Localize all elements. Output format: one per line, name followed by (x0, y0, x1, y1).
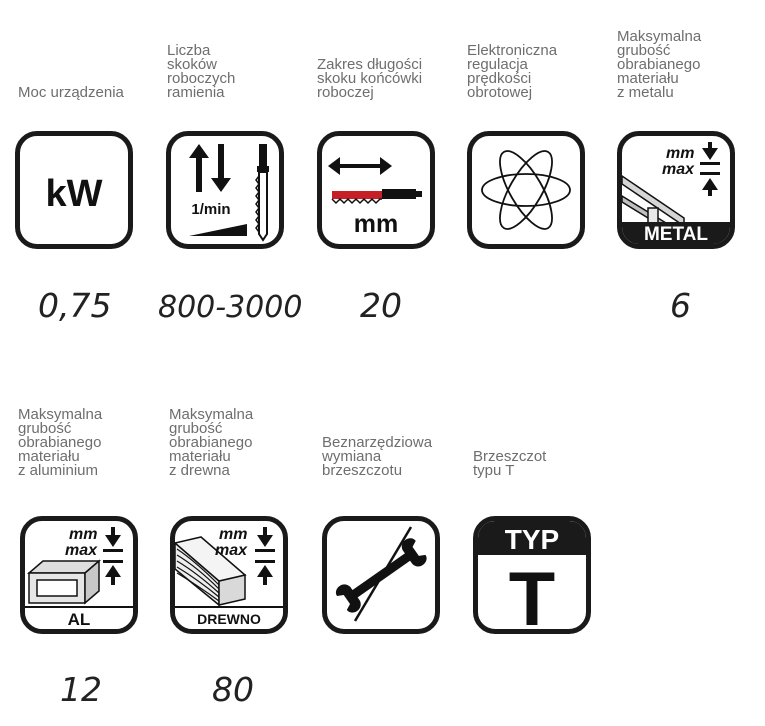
wood-thickness-value: 80 (212, 670, 254, 709)
stroke-rate-value: 800-3000 (158, 290, 303, 325)
typ-text: TYP (504, 524, 560, 555)
al-text: AL (67, 610, 91, 629)
kw-icon (15, 131, 133, 249)
feature-label: Elektroniczna regulacja prędkości obrotowej (467, 42, 558, 101)
thickness-max: max (65, 542, 98, 559)
tool-free-blade-change-icon (322, 516, 440, 634)
power-value: 0,75 (38, 286, 112, 325)
stroke-rate-text: 1/min (191, 201, 231, 218)
feature-wood (169, 385, 317, 478)
thickness-max: max (215, 542, 248, 559)
speed-regulation-icon (467, 131, 585, 249)
t-letter: T (508, 557, 556, 629)
metal-text: METAL (643, 224, 709, 244)
feature-metal (617, 0, 765, 100)
metal-thickness-icon (617, 131, 735, 249)
feature-aluminium (18, 385, 166, 478)
thickness-unit: mm (69, 526, 98, 543)
feature-stroke-rate (167, 0, 315, 100)
metal-thickness-value: 6 (670, 286, 691, 325)
thickness-max: max (662, 161, 695, 178)
t-type-blade-icon (473, 516, 591, 634)
kw-icon-text: kW (45, 173, 103, 215)
feature-label: Maksymalna grubość obrabianego materiału z metalu (617, 28, 702, 101)
thickness-unit: mm (219, 526, 248, 543)
feature-label: Moc urządzenia (18, 84, 124, 101)
stroke-length-icon (317, 131, 435, 249)
feature-t-type (473, 385, 621, 478)
thickness-unit: mm (666, 145, 695, 162)
stroke-length-value: 20 (360, 286, 402, 325)
feature-power (18, 0, 166, 100)
stroke-length-unit: mm (353, 210, 399, 238)
feature-stroke-length (317, 0, 465, 100)
aluminium-thickness-value: 12 (60, 670, 102, 709)
stroke-rate-icon (166, 131, 284, 249)
feature-tool-free (322, 385, 470, 478)
feature-label: Beznarzędziowa wymiana brzeszczotu (322, 434, 433, 479)
feature-label: Brzeszczot typu T (473, 448, 547, 479)
wood-thickness-icon (170, 516, 288, 634)
feature-label: Maksymalna grubość obrabianego materiału z drewna (169, 406, 254, 479)
feature-label: Liczba skoków roboczych ramienia (167, 42, 236, 101)
feature-speed-regulation (467, 0, 615, 100)
feature-label: Zakres długości skoku końcówki roboczej (317, 56, 423, 101)
drewno-text: DREWNO (197, 611, 261, 627)
feature-label: Maksymalna grubość obrabianego materiału z aluminium (18, 406, 103, 479)
aluminium-thickness-icon (20, 516, 138, 634)
